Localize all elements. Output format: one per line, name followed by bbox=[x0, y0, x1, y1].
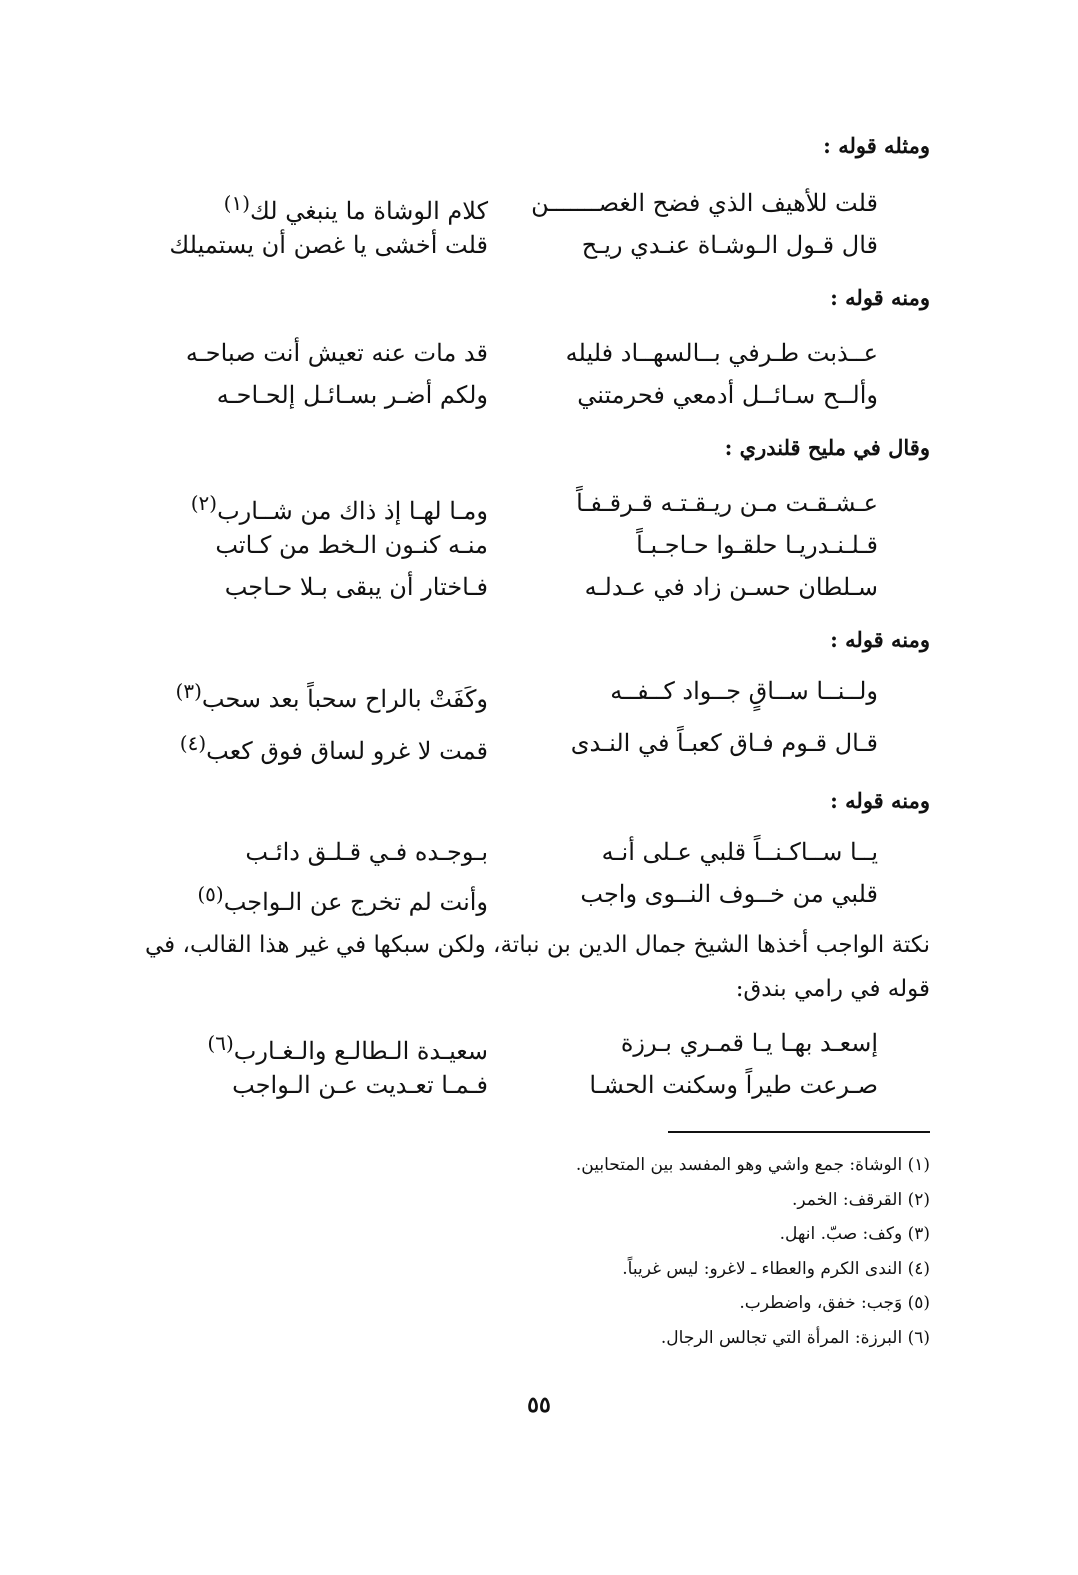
hemistich-first: قلت للأهيف الذي فضح الغصـــــــن bbox=[531, 189, 878, 217]
footnote-marker: (٥) bbox=[197, 882, 224, 906]
hemistich-first: إسعـد بهـا يـا قمـري بـرزة bbox=[620, 1029, 878, 1057]
footnote-marker: (١) bbox=[223, 191, 251, 215]
hemistich-second bbox=[168, 482, 488, 524]
verse bbox=[0, 670, 1078, 722]
footnote-item: (٤) الندى الكرم والعطاء ـ لاغرو: ليس غريباً. bbox=[622, 1258, 930, 1279]
hemistich-second: ولكم أضـر بسـائـل إلحـاحـه bbox=[216, 381, 488, 409]
verse bbox=[0, 722, 1078, 764]
hemistich-text: وأنت لم تخرج عن الـواجب bbox=[223, 888, 488, 916]
hemistich-second bbox=[168, 670, 488, 712]
intro-4: ومنه قوله : bbox=[830, 627, 930, 652]
stanza-3 bbox=[0, 482, 1078, 608]
hemistich-second bbox=[168, 873, 488, 915]
hemistich-first: يــا ســاكـنــاً قلبي عـلى أنـه bbox=[601, 838, 878, 866]
intro-3: وقال في مليح قلندري : bbox=[724, 435, 930, 460]
verse bbox=[0, 1064, 1078, 1106]
hemistich-text: قمت لا غرو لساق فوق كعب bbox=[206, 737, 488, 765]
verse bbox=[0, 873, 1078, 915]
footnote-item: (٦) البرزة: المرأة التي تجالس الرجال. bbox=[660, 1327, 930, 1348]
stanza-2 bbox=[0, 332, 1078, 416]
footnote-marker: (٢) bbox=[190, 491, 218, 515]
verse bbox=[0, 224, 1078, 266]
hemistich-first: سـلطان حسـن زاد في عـدلـه bbox=[584, 573, 878, 601]
hemistich-text: سعيـدة الـطالـع والـغـارب bbox=[233, 1037, 488, 1065]
verse bbox=[0, 482, 1078, 524]
verse bbox=[0, 1022, 1078, 1064]
hemistich-text: وكَفَتْ بالراح سحباً بعد سحب bbox=[201, 685, 488, 713]
footnote-marker: (٦) bbox=[207, 1031, 234, 1055]
hemistich-first: ولــنــا ســاقٍ جــواد كــفــه bbox=[610, 677, 878, 705]
footnote-divider bbox=[668, 1131, 930, 1133]
hemistich-first: قـلـنـدريـا حلقـوا حـاجـبـاً bbox=[636, 531, 878, 559]
verse bbox=[0, 831, 1078, 873]
hemistich-second: فـمـا تعـديت عـن الـواجب bbox=[232, 1071, 488, 1099]
hemistich-second: بـوجـده فـي قـلـق دائـب bbox=[245, 838, 488, 866]
page-number: ٥٥ bbox=[527, 1392, 551, 1418]
stanza-6 bbox=[0, 1022, 1078, 1106]
footnotes bbox=[230, 1148, 930, 1355]
verse bbox=[0, 374, 1078, 416]
verse bbox=[0, 566, 1078, 608]
stanza-4 bbox=[0, 670, 1078, 764]
intro-2: ومنه قوله : bbox=[830, 285, 930, 310]
footnote-item: (٥) وَجب: خفق، واضطرب. bbox=[739, 1293, 930, 1313]
hemistich-text: ومـا لهـا إذ ذاك من شــارب bbox=[217, 497, 488, 525]
hemistich-first: قلبي من خــوف النــوى واجب bbox=[580, 880, 878, 908]
intro-1: ومثله قوله : bbox=[823, 133, 930, 158]
hemistich-second: قلت أخشى يا غصن أن يستميلك bbox=[169, 231, 488, 259]
hemistich-first: قـال قـوم فـاق كعبـاً في النـدى bbox=[570, 729, 878, 757]
footnote-marker: (٤) bbox=[179, 731, 207, 755]
hemistich-text: كلام الوشاة ما ينبغي لك bbox=[250, 197, 488, 225]
hemistich-first: عــذبت طـرفي بــالسهــاد فليله bbox=[565, 339, 878, 367]
stanza-1 bbox=[0, 182, 1078, 266]
footnote-item: (١) الوشاة: جمع واشي وهو المفسد بين المتحابين. bbox=[575, 1155, 930, 1175]
footnote-marker: (٣) bbox=[175, 679, 202, 703]
hemistich-second: فـاختار أن يبقى بـلا حـاجب bbox=[224, 573, 488, 601]
intro-5: ومنه قوله : bbox=[830, 788, 930, 813]
prose-paragraph: نكتة الواجب أخذها الشيخ جمال الدين بن نباتة، ولكن سبكها في غير هذا القالب، في قوله في رامي بندق: bbox=[145, 932, 930, 1002]
hemistich-second bbox=[168, 1022, 488, 1064]
hemistich-first: صـرعت طيراً وسكنت الحشـا bbox=[589, 1071, 878, 1099]
hemistich-second: قد مات عنه تعيش أنت صباحـه bbox=[185, 339, 488, 367]
hemistich-first: قال قـول الـوشـاة عنـدي ريـح bbox=[581, 231, 878, 259]
verse bbox=[0, 182, 1078, 224]
hemistich-first: عـشـقـت مـن ريـقـتـه قـرقـفـاً bbox=[576, 489, 878, 517]
hemistich-second bbox=[168, 722, 488, 764]
hemistich-first: وألــح سـائــل أدمعي فحرمتني bbox=[577, 381, 878, 409]
footnote-item: (٣) وكف: صبّ. انهل. bbox=[779, 1224, 930, 1244]
stanza-5 bbox=[0, 831, 1078, 915]
footnote-item: (٢) القرقف: الخمر. bbox=[791, 1189, 930, 1210]
hemistich-second: منـه كنـون الـخط من كـاتب bbox=[215, 531, 488, 559]
verse bbox=[0, 524, 1078, 566]
verse bbox=[0, 332, 1078, 374]
hemistich-second bbox=[168, 182, 488, 224]
